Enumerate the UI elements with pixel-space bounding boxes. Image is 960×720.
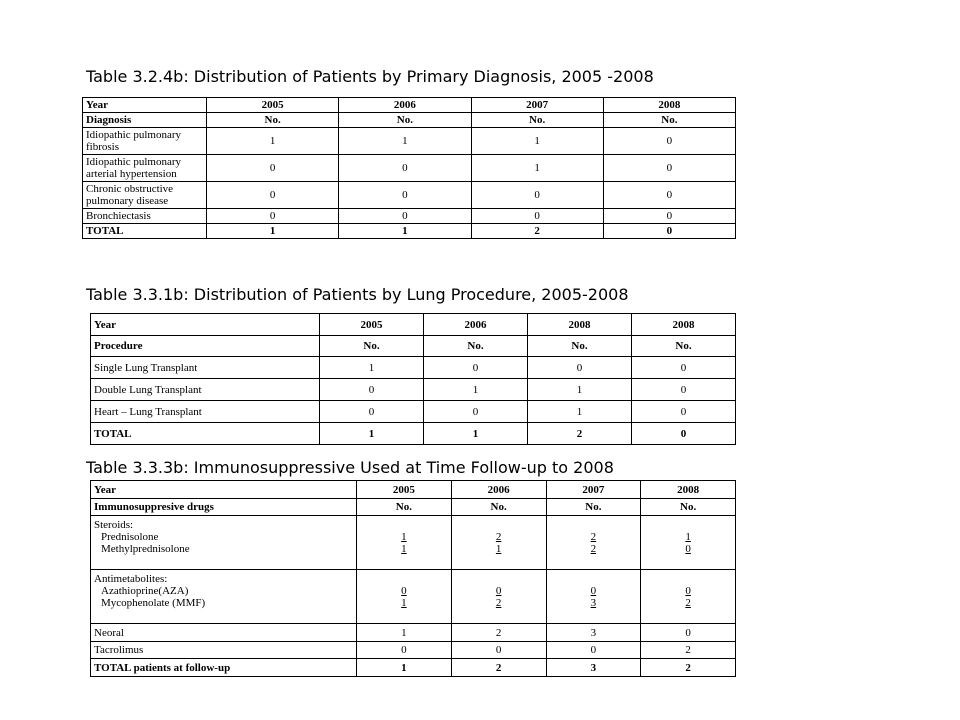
cell: 0 <box>603 155 735 182</box>
value: 2 <box>590 543 597 555</box>
table-row <box>91 401 736 423</box>
subheader-cell: Procedure <box>91 336 320 357</box>
subheader-cell: No. <box>471 113 603 128</box>
row-label: Idiopathic pulmonary fibrosis <box>83 128 207 155</box>
total-label: TOTAL <box>83 224 207 239</box>
header-cell: Year <box>91 314 320 336</box>
subheader-cell: No. <box>207 113 339 128</box>
header-cell: 2005 <box>207 98 339 113</box>
value: 2 <box>495 597 502 609</box>
cell: 0 <box>632 401 736 423</box>
total-cell: 1 <box>357 659 452 677</box>
cell <box>641 570 736 624</box>
value: 2 <box>590 531 597 543</box>
total-cell: 1 <box>320 423 424 445</box>
procedure-table <box>90 313 736 445</box>
cell: 1 <box>424 379 528 401</box>
value: 2 <box>685 597 691 609</box>
drug-label: Methylprednisolone <box>101 543 190 555</box>
subheader-cell: Immunosuppresive drugs <box>91 499 357 516</box>
cell: 0 <box>320 401 424 423</box>
row-label: Tacrolimus <box>91 642 357 659</box>
group-title: Antimetabolites: <box>94 573 168 585</box>
group-label <box>91 516 357 570</box>
table-header-row <box>91 481 736 499</box>
cell: 0 <box>471 209 603 224</box>
header-cell: 2008 <box>641 481 736 499</box>
subheader-cell: No. <box>632 336 736 357</box>
total-cell: 2 <box>451 659 546 677</box>
total-cell: 3 <box>546 659 641 677</box>
immunosuppressive-table <box>90 480 736 677</box>
table-group-row <box>91 570 736 624</box>
cell: 1 <box>528 379 632 401</box>
cell: 1 <box>339 128 471 155</box>
subheader-cell: No. <box>546 499 641 516</box>
table1-caption: Table 3.2.4b: Distribution of Patients by Primary Diagnosis, 2005 -2008 <box>86 67 654 86</box>
header-cell: 2008 <box>528 314 632 336</box>
value: 0 <box>590 585 597 597</box>
cell <box>451 570 546 624</box>
header-cell: 2007 <box>546 481 641 499</box>
value: 0 <box>685 543 691 555</box>
cell: 0 <box>641 624 736 642</box>
cell <box>451 516 546 570</box>
cell: 0 <box>603 128 735 155</box>
cell: 0 <box>546 642 641 659</box>
cell: 0 <box>424 401 528 423</box>
subheader-cell: No. <box>357 499 452 516</box>
group-title: Steroids: <box>94 519 134 531</box>
table-group-row <box>91 516 736 570</box>
header-cell: 2005 <box>320 314 424 336</box>
table-row <box>91 624 736 642</box>
cell: 0 <box>603 209 735 224</box>
cell: 1 <box>528 401 632 423</box>
group-label <box>91 570 357 624</box>
table-subheader-row <box>91 336 736 357</box>
subheader-cell: No. <box>320 336 424 357</box>
value: 1 <box>685 531 691 543</box>
cell: 1 <box>357 624 452 642</box>
diagnosis-table <box>82 97 736 239</box>
cell: 0 <box>207 182 339 209</box>
total-cell: 1 <box>339 224 471 239</box>
subheader-cell: No. <box>424 336 528 357</box>
table-total-row <box>91 659 736 677</box>
table-total-row <box>91 423 736 445</box>
table2-caption: Table 3.3.1b: Distribution of Patients by Lung Procedure, 2005-2008 <box>86 285 629 304</box>
cell: 0 <box>207 155 339 182</box>
total-cell: 0 <box>632 423 736 445</box>
table-row <box>91 357 736 379</box>
header-cell: Year <box>83 98 207 113</box>
cell: 1 <box>207 128 339 155</box>
row-label: Chronic obstructive pulmonary disease <box>83 182 207 209</box>
total-label: TOTAL patients at follow-up <box>91 659 357 677</box>
cell <box>641 516 736 570</box>
total-label: TOTAL <box>91 423 320 445</box>
drug-label: Mycophenolate (MMF) <box>101 597 206 609</box>
total-cell: 1 <box>207 224 339 239</box>
row-label: Idiopathic pulmonary arterial hypertension <box>83 155 207 182</box>
header-cell: 2007 <box>471 98 603 113</box>
cell: 0 <box>357 642 452 659</box>
header-cell: 2008 <box>603 98 735 113</box>
table-row <box>91 379 736 401</box>
subheader-cell: No. <box>641 499 736 516</box>
row-label: Double Lung Transplant <box>91 379 320 401</box>
table3-caption: Table 3.3.3b: Immunosuppressive Used at Time Follow-up to 2008 <box>86 458 614 477</box>
table-header-row <box>83 98 736 113</box>
table-total-row <box>83 224 736 239</box>
cell: 0 <box>632 357 736 379</box>
header-cell: 2006 <box>339 98 471 113</box>
cell <box>546 516 641 570</box>
drug-label: Azathioprine(AZA) <box>101 585 189 597</box>
cell: 0 <box>424 357 528 379</box>
table-subheader-row <box>83 113 736 128</box>
cell: 0 <box>471 182 603 209</box>
header-cell: 2006 <box>424 314 528 336</box>
total-cell: 2 <box>471 224 603 239</box>
total-cell: 2 <box>641 659 736 677</box>
subheader-cell: No. <box>528 336 632 357</box>
table-row <box>83 209 736 224</box>
subheader-cell: No. <box>603 113 735 128</box>
cell: 0 <box>339 182 471 209</box>
cell <box>357 516 452 570</box>
row-label: Bronchiectasis <box>83 209 207 224</box>
value: 1 <box>401 543 407 555</box>
total-cell: 1 <box>424 423 528 445</box>
value: 0 <box>685 585 691 597</box>
total-cell: 0 <box>603 224 735 239</box>
row-label: Single Lung Transplant <box>91 357 320 379</box>
subheader-cell: Diagnosis <box>83 113 207 128</box>
table-row <box>83 155 736 182</box>
cell <box>546 570 641 624</box>
value: 1 <box>495 543 502 555</box>
cell: 0 <box>207 209 339 224</box>
cell: 0 <box>320 379 424 401</box>
table-header-row <box>91 314 736 336</box>
cell: 1 <box>471 128 603 155</box>
table-row <box>91 642 736 659</box>
row-label: Heart – Lung Transplant <box>91 401 320 423</box>
subheader-cell: No. <box>339 113 471 128</box>
header-cell: Year <box>91 481 357 499</box>
header-cell: 2006 <box>451 481 546 499</box>
value: 2 <box>495 531 502 543</box>
total-cell: 2 <box>528 423 632 445</box>
value: 0 <box>401 585 407 597</box>
cell: 0 <box>528 357 632 379</box>
cell: 0 <box>451 642 546 659</box>
row-label: Neoral <box>91 624 357 642</box>
cell: 1 <box>320 357 424 379</box>
cell: 2 <box>451 624 546 642</box>
cell: 0 <box>632 379 736 401</box>
subheader-cell: No. <box>451 499 546 516</box>
value: 3 <box>590 597 597 609</box>
value: 1 <box>401 531 407 543</box>
cell: 0 <box>339 155 471 182</box>
cell: 0 <box>339 209 471 224</box>
table-subheader-row <box>91 499 736 516</box>
cell <box>357 570 452 624</box>
cell: 0 <box>603 182 735 209</box>
table-row <box>83 128 736 155</box>
header-cell: 2005 <box>357 481 452 499</box>
cell: 1 <box>471 155 603 182</box>
cell: 3 <box>546 624 641 642</box>
value: 0 <box>495 585 502 597</box>
value: 1 <box>401 597 407 609</box>
cell: 2 <box>641 642 736 659</box>
table-row <box>83 182 736 209</box>
drug-label: Prednisolone <box>101 531 159 543</box>
header-cell: 2008 <box>632 314 736 336</box>
